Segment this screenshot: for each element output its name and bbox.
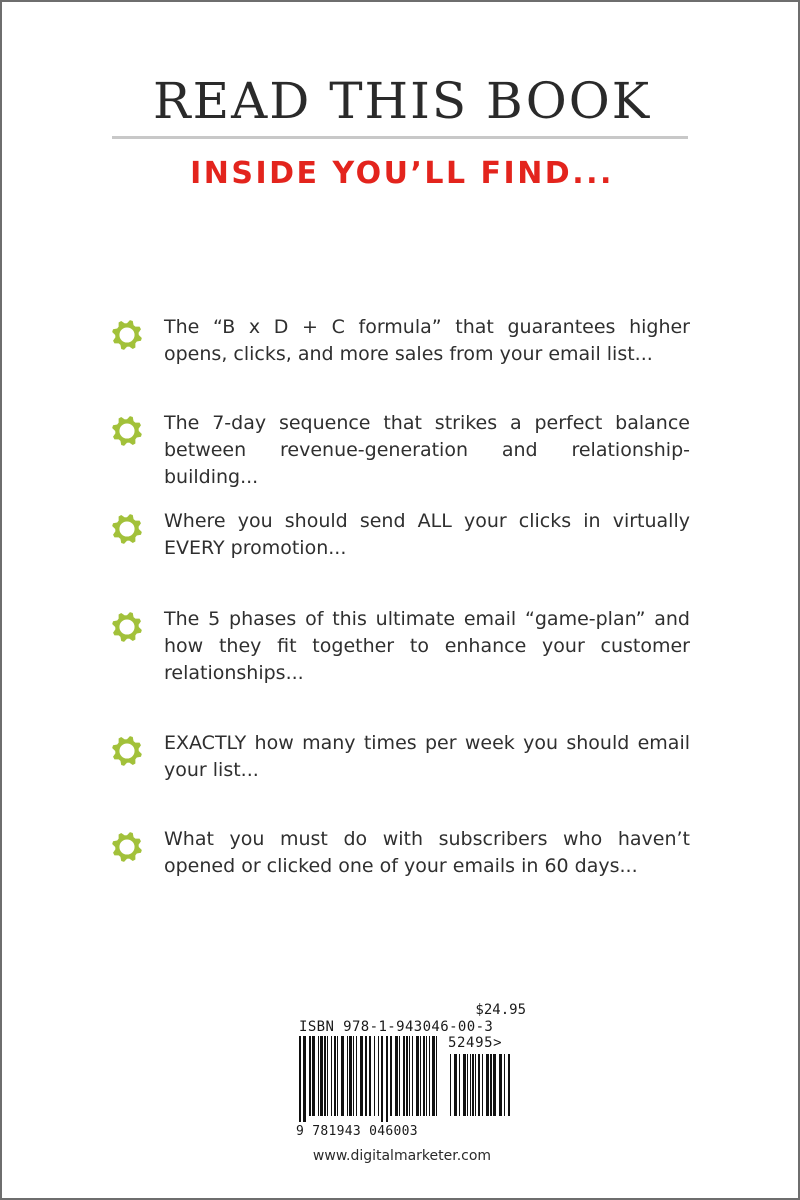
- gear-icon: [110, 414, 144, 448]
- price-label: $24.95: [475, 1002, 526, 1018]
- list-item-text: The 5 phases of this ultimate email “game-plan” and how they fit together to enhance your customer relationships...: [164, 608, 690, 684]
- barcode-main: [299, 1036, 439, 1122]
- gear-icon: [110, 610, 144, 644]
- list-item-text: Where you should send ALL your clicks in virtually EVERY promotion...: [164, 510, 690, 559]
- gear-icon: [110, 318, 144, 352]
- list-item-text: What you must do with subscribers who haven’t opened or clicked one of your emails in 60 days...: [164, 828, 690, 877]
- gear-icon: [110, 830, 144, 864]
- barcode-addon: [450, 1054, 510, 1122]
- barcode-addon-digits: 52495>: [448, 1035, 503, 1051]
- list-item-text: The 7-day sequence that strikes a perfect balance between revenue-generation and relationship-building...: [164, 412, 690, 488]
- list-item-text: EXACTLY how many times per week you should email your list...: [164, 732, 690, 781]
- gear-icon: [110, 512, 144, 546]
- gear-icon: [110, 734, 144, 768]
- page-title: READ THIS BOOK: [152, 72, 652, 130]
- list-item-text: The “B x D + C formula” that guarantees higher opens, clicks, and more sales from your email list...: [164, 316, 690, 365]
- barcode-ean-digits: 9 781943 046003: [296, 1124, 418, 1139]
- title-divider: [112, 136, 688, 139]
- website-url: www.digitalmarketer.com: [312, 1148, 492, 1164]
- isbn-label: ISBN 978-1-943046-00-3: [299, 1019, 494, 1035]
- section-subtitle: INSIDE YOU’LL FIND...: [190, 156, 614, 191]
